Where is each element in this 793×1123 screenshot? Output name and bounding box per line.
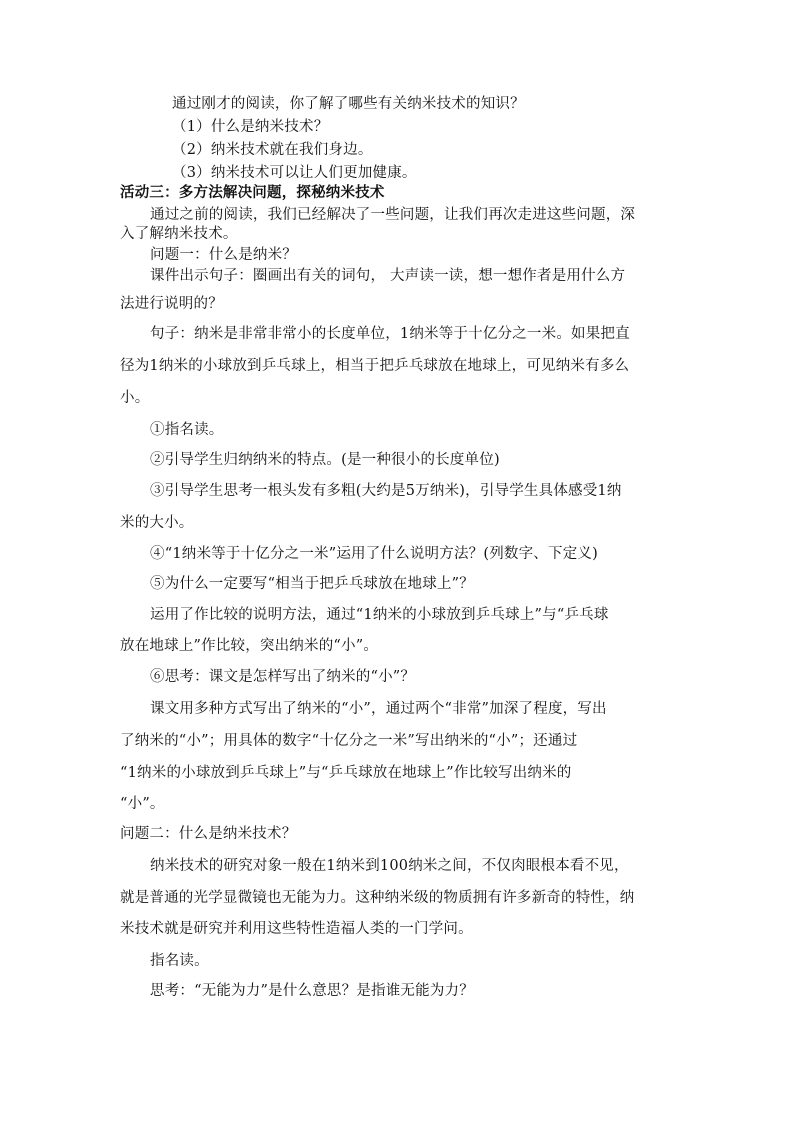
- para1-line-1: 通过之前的阅读，我们已经解决了一些问题，让我们再次走进这些问题，深: [150, 207, 636, 223]
- step-2: ②引导学生归纳纳米的特点。(是一种很小的长度单位): [150, 452, 500, 468]
- question-2-think: 思考：“无能为力”是什么意思？是指谁无能为力？: [150, 983, 474, 999]
- step-1: ①指名读。: [150, 422, 224, 438]
- sentence-line-1: 句子：纳米是非常非常小的长度单位，1纳米等于十亿分之一米。如果把直: [150, 326, 630, 342]
- step-5-answer-line-1: 运用了作比较的说明方法，通过“1纳米的小球放到乒乓球上”与“乒乓球: [150, 607, 609, 623]
- step-6: ⑥思考：课文是怎样写出了纳米的“小”？: [150, 669, 416, 685]
- step-4: ④“1纳米等于十亿分之一米”运用了什么说明方法？(列数字、下定义): [150, 546, 598, 562]
- question-2-text-line-1: 纳米技术的研究对象一般在1纳米到100纳米之间，不仅肉眼根本看不见，: [150, 858, 629, 874]
- step-6-answer-line-3: “1纳米的小球放到乒乓球上”与“乒乓球放在地球上”作比较写出纳米的: [120, 765, 572, 781]
- question-1-task-line-2: 法进行说明的？: [120, 296, 223, 312]
- step-5-answer-line-2: 放在地球上”作比较，突出纳米的“小”。: [120, 638, 379, 654]
- step-6-answer-line-1: 课文用多种方式写出了纳米的“小”，通过两个“非常”加深了程度，写出: [150, 701, 607, 717]
- step-6-answer-line-2: 了纳米的“小”；用具体的数字“十亿分之一米”写出纳米的“小”；还通过: [120, 733, 578, 749]
- question-2-text-line-2: 就是普通的光学显微镜也无能为力。这种纳米级的物质拥有许多新奇的特性，纳: [120, 890, 635, 906]
- question-1-task-line-1: 课件出示句子：圈画出有关的词句， 大声读一读，想一想作者是用什么方: [150, 268, 626, 284]
- intro-question: 通过刚才的阅读，你了解了哪些有关纳米技术的知识？: [172, 96, 525, 112]
- sentence-line-3: 小。: [120, 390, 150, 406]
- para1-line-2: 入了解纳米技术。: [120, 226, 238, 242]
- step-6-answer-line-4: “小”。: [120, 796, 165, 812]
- activity3-heading: 活动三：多方法解决问题，探秘纳米技术: [120, 184, 385, 201]
- question-2-read: 指名读。: [150, 953, 209, 969]
- intro-item-2: （2）纳米技术就在我们身边。: [172, 142, 373, 158]
- step-3-line-2: 米的大小。: [120, 515, 194, 531]
- intro-item-1: （1）什么是纳米技术？: [172, 119, 329, 135]
- step-3-line-1: ③引导学生思考一根头发有多粗(大约是5万纳米)，引导学生具体感受1纳: [150, 483, 622, 499]
- question-1-title: 问题一：什么是纳米？: [150, 247, 297, 263]
- sentence-line-2: 径为1纳米的小球放到乒乓球上，相当于把乒乓球放在地球上，可见纳米有多么: [120, 358, 630, 374]
- step-5: ⑤为什么一定要写“相当于把乒乓球放在地球上”？: [150, 576, 474, 592]
- question-2-title: 问题二：什么是纳米技术？: [120, 826, 297, 842]
- intro-item-3: （3）纳米技术可以让人们更加健康。: [172, 165, 417, 181]
- question-2-text-line-3: 米技术就是研究并利用这些特性造福人类的一门学问。: [120, 921, 473, 937]
